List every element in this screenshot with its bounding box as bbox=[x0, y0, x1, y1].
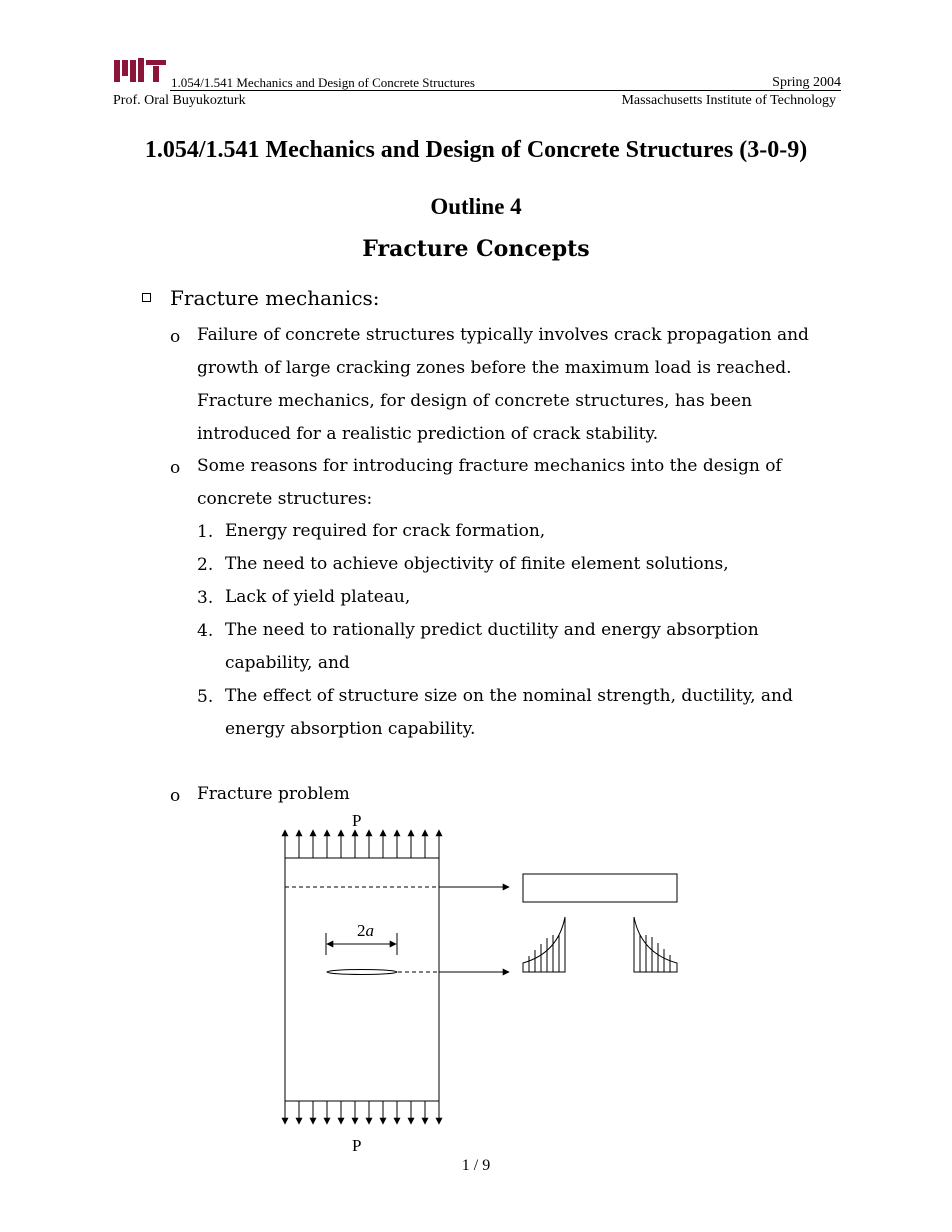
list-item bbox=[225, 581, 841, 614]
crack bbox=[327, 970, 397, 975]
bullet-paragraph-1 bbox=[197, 319, 841, 451]
plate bbox=[285, 858, 439, 1101]
outline-title: Outline 4 bbox=[430, 194, 522, 219]
list-number: 1. bbox=[197, 522, 214, 542]
mit-logo bbox=[114, 58, 166, 82]
header-rule bbox=[170, 90, 841, 91]
paragraph-line: Fracture mechanics, for design of concrete structures, has been bbox=[197, 391, 753, 411]
crack-length-number: 2 bbox=[357, 921, 366, 940]
paragraph-line: growth of large cracking zones before the maximum load is reached. bbox=[197, 358, 792, 378]
paragraph-line: concrete structures: bbox=[197, 489, 373, 509]
list-item bbox=[225, 548, 841, 581]
circle-bullet-icon: o bbox=[170, 458, 181, 478]
fracture-problem-label: Fracture problem bbox=[197, 784, 350, 804]
left-stress-distribution bbox=[523, 917, 565, 972]
paragraph-line: introduced for a realistic prediction of crack stability. bbox=[197, 424, 659, 444]
list-item-line: Energy required for crack formation, bbox=[225, 521, 546, 541]
paragraph-line: Some reasons for introducing fracture mechanics into the design of bbox=[197, 456, 782, 476]
square-bullet-icon bbox=[142, 293, 151, 302]
list-item bbox=[225, 515, 841, 548]
list-item bbox=[225, 614, 841, 680]
circle-bullet-icon: o bbox=[170, 327, 181, 347]
list-number: 2. bbox=[197, 555, 214, 575]
uniform-stress-box bbox=[523, 874, 677, 902]
header-professor: Prof. Oral Buyukozturk bbox=[113, 93, 246, 108]
list-item-line: The effect of structure size on the nominal strength, ductility, and bbox=[225, 686, 793, 706]
bullet-paragraph-2 bbox=[197, 450, 841, 516]
right-stress-distribution bbox=[634, 917, 677, 972]
header-institution: Massachusetts Institute of Technology bbox=[621, 93, 836, 108]
section-heading: Fracture mechanics: bbox=[170, 286, 380, 310]
list-item-line: Lack of yield plateau, bbox=[225, 587, 411, 607]
header-course: 1.054/1.541 Mechanics and Design of Concrete Structures bbox=[171, 75, 475, 90]
list-item-line: The need to rationally predict ductility and energy absorption bbox=[225, 620, 759, 640]
load-label-bottom: P bbox=[352, 1136, 362, 1155]
header-term: Spring 2004 bbox=[772, 75, 841, 90]
top-load-arrows bbox=[285, 830, 439, 858]
load-label-top: P bbox=[352, 811, 362, 830]
paragraph-line: Failure of concrete structures typically involves crack propagation and bbox=[197, 325, 809, 345]
list-item bbox=[225, 680, 841, 746]
list-item-line: capability, and bbox=[225, 653, 350, 673]
list-number: 4. bbox=[197, 621, 214, 641]
bottom-load-arrows bbox=[285, 1101, 439, 1124]
mit-logo-mark bbox=[114, 58, 166, 82]
course-title: 1.054/1.541 Mechanics and Design of Concrete Structures (3-0-9) bbox=[144, 137, 808, 163]
topic-title: Fracture Concepts bbox=[362, 236, 590, 262]
list-number: 3. bbox=[197, 588, 214, 608]
list-item-line: energy absorption capability. bbox=[225, 719, 476, 739]
list-item-line: The need to achieve objectivity of finite element solutions, bbox=[225, 554, 729, 574]
list-number: 5. bbox=[197, 687, 214, 707]
crack-length-variable: a bbox=[365, 921, 374, 940]
fracture-problem-diagram bbox=[270, 825, 690, 1130]
circle-bullet-icon: o bbox=[170, 786, 181, 806]
page-number: 1 / 9 bbox=[461, 1157, 491, 1174]
